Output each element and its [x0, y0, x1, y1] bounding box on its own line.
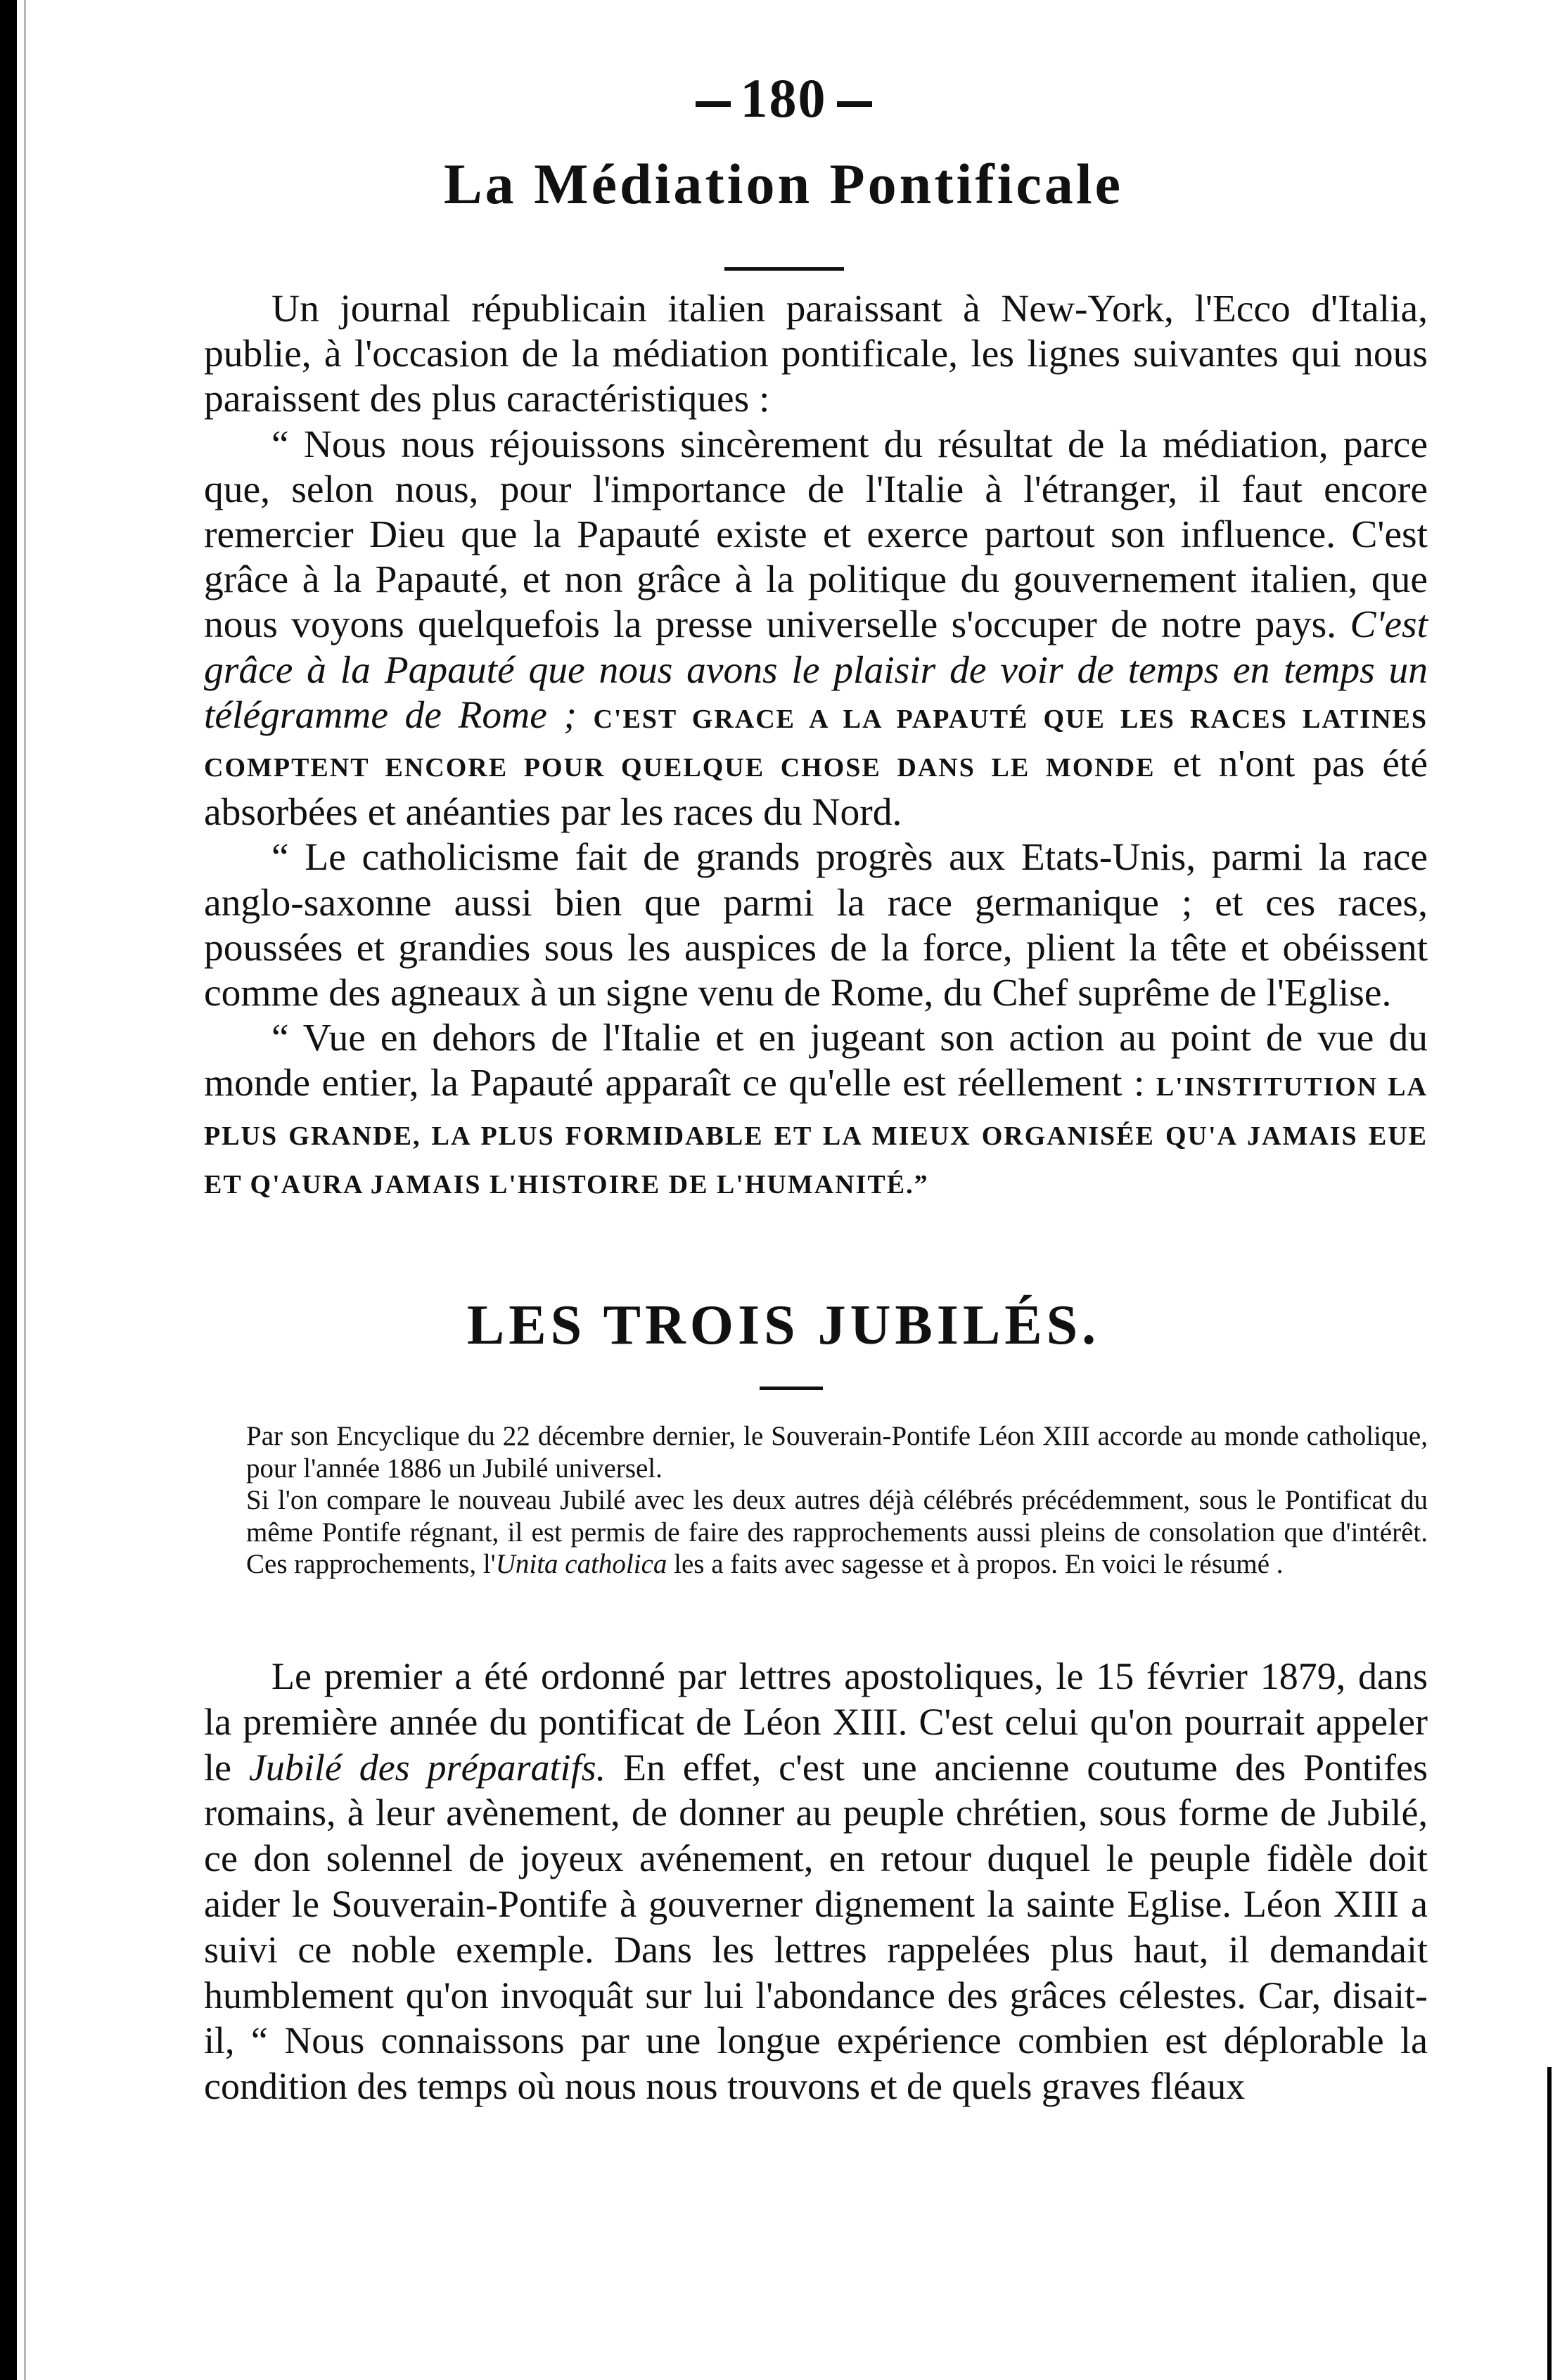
article-title-jubiles: LES TROIS JUBILÉS.	[466, 1294, 1101, 1356]
quote1-end: et n'ont pas été absorbées et anéanties par les races du Nord.	[204, 742, 1428, 835]
body-text-b: En effet, c'est une ancienne coutume des Pontifes romains, à leur avènement, de donner au peuple chrétien, sous forme de Jubilé, ce don solennel de joyeux avénement, en retour duquel le peuple fidèle doit aider le Souverain-Pontife à gouverner dignement la sainte Eglise. Léon XIII a suivi ce noble exemple. Dans les lettres rappelées plus haut, il demandait humblement qu'on invoquât sur lui l'abondance des grâces célestes. Car, disait-il, “ Nous connaissons par une longue expérience combien est déplorable la condition des temps où nous nous trouvons et de quels graves fléaux	[204, 1746, 1428, 2108]
ornament-dash-left	[696, 101, 731, 107]
note-text-b: les a faits avec sagesse et à propos. En voici le résumé .	[674, 1549, 1284, 1579]
page-left-border	[0, 0, 17, 2380]
note-text-a: Si l'on compare le nouveau Jubilé avec les deux autres déjà célébrés précédemment, sous le Pontificat du même Pontife régnant, il est permis de faire des rapprochements aussi pleins de consolation que d'intérêt. Ces rapprochements, l'	[246, 1485, 1428, 1579]
quote-paragraph-2: “ Le catholicisme fait de grands progrès aux Etats-Unis, parmi la race anglo-saxonne aussi bien que parmi la race germanique ; et ces races, poussées et grandies sous les auspices de la force, plient la tête et obéissent comme des agneaux à un signe venu de Rome, du Chef suprême de l'Eglise.	[204, 836, 1428, 1015]
title-separator	[724, 267, 844, 271]
page-gutter-shadow	[24, 0, 26, 2380]
note-italic-source: Unita catholica	[495, 1549, 667, 1579]
page-right-edge-mark	[1547, 2067, 1552, 2380]
quote-paragraph-1	[204, 423, 1428, 836]
quote-paragraph-3	[204, 1016, 1428, 1207]
article-body-mediation	[204, 287, 1428, 1207]
quote3-small-caps: L'INSTITUTION LA PLUS GRANDE, LA PLUS FORMIDABLE ET LA MIEUX ORGANISÉE QU'A JAMAIS EUE ET Q'AURA JAMAIS L'HISTOIRE DE L'HUMANITÉ.”	[204, 1072, 1428, 1199]
note-paragraph-1: Par son Encyclique du 22 décembre dernier, le Souverain-Pontife Léon XIII accorde au monde catholique, pour l'année 1886 un Jubilé universel.	[246, 1421, 1428, 1484]
jubile-body-paragraph	[204, 1654, 1428, 2109]
quote1-small-caps: C'EST GRACE A LA PAPAUTÉ QUE LES RACES LATINES COMPTENT ENCORE POUR QUELQUE CHOSE DANS LE MONDE	[204, 704, 1428, 783]
quote3-text: “ Vue en dehors de l'Italie et en jugeant son action au point de vue du monde entier, la Papauté apparaît ce qu'elle est réellement :	[204, 1017, 1428, 1105]
article-title-mediation: La Médiation Pontificale	[443, 152, 1123, 216]
page-number	[0, 67, 1567, 130]
quote1-text: “ Nous nous réjouissons sincèrement du résultat de la médiation, parce que, selon nous, pour l'importance de l'Italie à l'étranger, il faut encore remercier Dieu que la Papauté existe et exerce partout son influence. C'est grâce à la Papauté, et non grâce à la politique du gouvernement italien, que nous voyons quelquefois la presse universelle s'occuper de notre pays.	[204, 423, 1428, 647]
intro-paragraph: Un journal républicain italien paraissant à New-York, l'Ecco d'Italia, publie, à l'occasion de la médiation pontificale, les lignes suivantes qui nous paraissent des plus caractéristiques :	[204, 288, 1428, 421]
ornament-dash-right	[837, 101, 872, 107]
page-number-text: 180	[740, 67, 827, 129]
quote1-italic: C'est grâce à la Papauté que nous avons le plaisir de voir de temps en temps un télégramme de Rome ;	[204, 603, 1428, 737]
title-separator-2	[760, 1387, 823, 1390]
body-italic: Jubilé des préparatifs.	[248, 1746, 606, 1789]
editorial-note	[204, 1420, 1428, 1581]
body-text-a: Le premier a été ordonné par lettres apostoliques, le 15 février 1879, dans la première année du pontificat de Léon XIII. C'est celui qu'on pourrait appeler le	[204, 1655, 1428, 1789]
note-paragraph-2	[204, 1484, 1428, 1581]
